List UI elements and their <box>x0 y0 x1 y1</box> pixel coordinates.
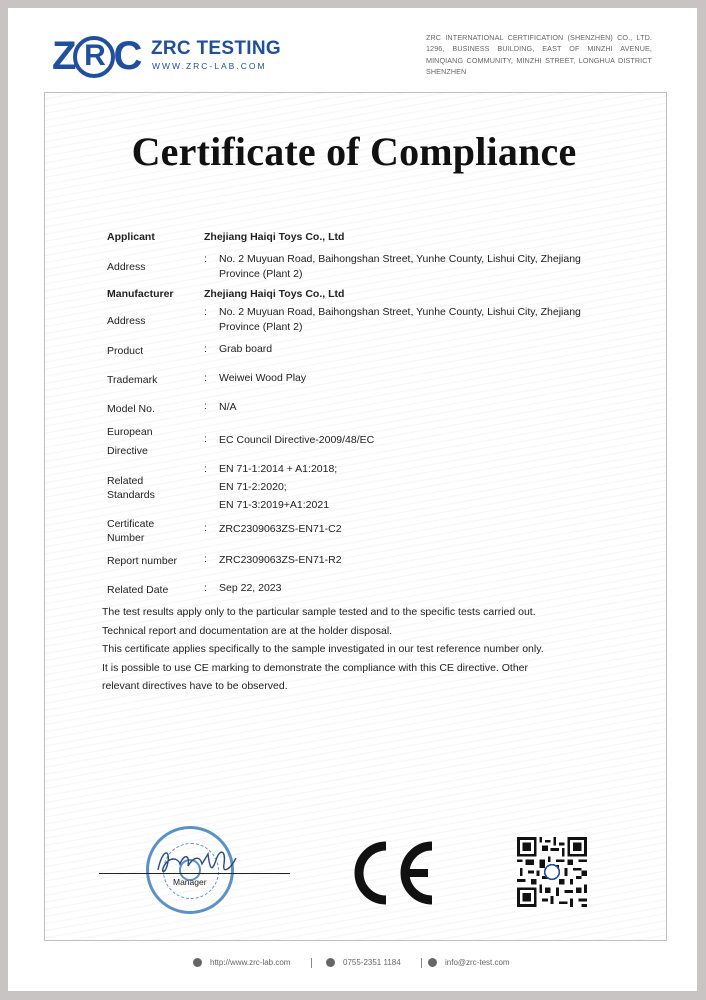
model-label: Model No. <box>107 403 155 415</box>
footer-website[interactable]: http://www.zrc-lab.com <box>193 958 290 967</box>
applicant-value: Zhejiang Haiqi Toys Co., Ltd <box>204 231 345 243</box>
directive-colon: : <box>204 433 207 445</box>
page-title: Certificate of Compliance <box>131 129 577 174</box>
logo-name: ZRC TESTING <box>151 38 281 59</box>
certificate-colon: : <box>204 522 207 534</box>
signatory-role: Manager <box>173 877 207 887</box>
model-colon: : <box>204 400 207 412</box>
model-value: N/A <box>219 401 237 413</box>
trademark-value: Weiwei Wood Play <box>219 372 307 384</box>
certificate-label-1: Certificate <box>107 518 155 530</box>
trademark-label: Trademark <box>107 374 158 386</box>
footer-divider <box>311 958 312 968</box>
address2-label: Address <box>107 315 146 327</box>
report-colon: : <box>204 553 207 565</box>
product-label: Product <box>107 345 144 357</box>
standards-label-1: Related <box>107 475 144 487</box>
qr-code-icon <box>517 837 587 907</box>
report-number: ZRC2309063ZS-EN71-R2 <box>219 554 342 566</box>
address1-colon: : <box>204 253 207 265</box>
footer-divider <box>421 958 422 968</box>
directive-label-1: European <box>107 426 153 438</box>
note-line: This certificate applies specifically to the sample investigated in our test reference number only. <box>102 643 544 656</box>
footer-phone: 0755-2351 1184 <box>326 958 401 967</box>
address2-colon: : <box>204 306 207 318</box>
phone-icon <box>326 958 335 967</box>
standard-item: EN 71-2:2020; <box>219 481 287 493</box>
signature-icon <box>150 840 250 880</box>
trademark-colon: : <box>204 372 207 384</box>
standard-item: EN 71-1:2014 + A1:2018; <box>219 463 338 475</box>
logo-mark: Z R C <box>52 34 142 78</box>
mail-icon <box>428 958 437 967</box>
manufacturer-label: Manufacturer <box>107 288 174 300</box>
address1-value: No. 2 Muyuan Road, Baihongshan Street, Yunhe County, Lishui City, Zhejiang Province (Plant 2) <box>219 253 581 280</box>
report-label: Report number <box>107 555 178 567</box>
date-colon: : <box>204 582 207 594</box>
signature-line <box>99 873 290 874</box>
product-value: Grab board <box>219 343 273 355</box>
standard-item: EN 71-3:2019+A1:2021 <box>219 499 330 511</box>
note-line: It is possible to use CE marking to demonstrate the compliance with this CE directive. Other <box>102 661 529 674</box>
disclaimer-notes <box>102 603 622 696</box>
address2-value: No. 2 Muyuan Road, Baihongshan Street, Yunhe County, Lishui City, Zhejiang Province (Plant 2) <box>219 306 581 333</box>
date-value: Sep 22, 2023 <box>219 582 282 594</box>
applicant-label: Applicant <box>107 231 155 243</box>
note-line: relevant directives have to be observed. <box>102 680 288 693</box>
globe-icon <box>193 958 202 967</box>
note-line: Technical report and documentation are at the holder disposal. <box>102 624 393 637</box>
certificate-label-2: Number <box>107 532 145 544</box>
address1-label: Address <box>107 261 146 273</box>
ce-mark-icon <box>344 838 438 908</box>
standards-label-2: Standards <box>107 489 155 501</box>
company-address: ZRC INTERNATIONAL CERTIFICATION (SHENZHEN) CO., LTD. 1296, BUSINESS BUILDING, EAST OF MINZHI AVENUE, MINQIANG COMMUNITY, MINZHI STREET, LONGHUA DISTRICT SHENZHEN <box>426 33 652 76</box>
product-colon: : <box>204 343 207 355</box>
certificate-number: ZRC2309063ZS-EN71-C2 <box>219 523 342 535</box>
note-line: The test results apply only to the particular sample tested and to the specific tests carried out. <box>102 606 536 618</box>
date-label: Related Date <box>107 584 169 596</box>
standards-colon: : <box>204 463 207 475</box>
manufacturer-value: Zhejiang Haiqi Toys Co., Ltd <box>204 288 345 300</box>
logo-url: WWW.ZRC-LAB.COM <box>152 61 267 71</box>
directive-value: EC Council Directive-2009/48/EC <box>219 434 375 446</box>
footer-email[interactable]: info@zrc-test.com <box>428 958 510 967</box>
directive-label-2: Directive <box>107 445 148 457</box>
